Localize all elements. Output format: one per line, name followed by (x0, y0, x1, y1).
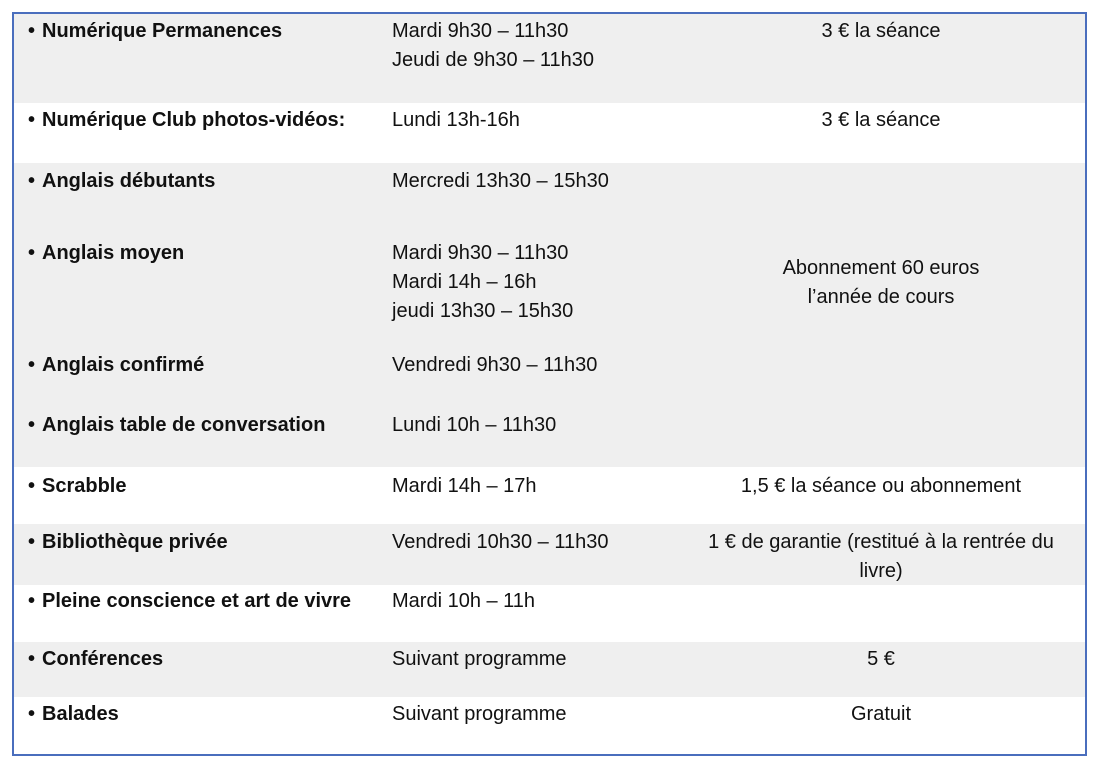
english-price-line: l’année de cours (807, 286, 955, 308)
schedule-line: Mardi 14h – 16h (392, 271, 537, 293)
table-row (14, 14, 1085, 103)
table-row (14, 349, 1085, 409)
table-row (14, 642, 1085, 697)
activity-name: Bibliothèque privée (42, 531, 228, 553)
schedule-line: Mardi 14h – 17h (392, 475, 537, 497)
table-row (14, 524, 1085, 585)
schedule-line: Mardi 9h30 – 11h30 (392, 242, 569, 264)
activity-name: Anglais table de conversation (42, 414, 326, 436)
english-price-line: Abonnement 60 euros (782, 257, 980, 279)
schedule (392, 167, 609, 196)
activity-name: Pleine conscience et art de vivre (42, 590, 352, 612)
schedule (392, 411, 556, 440)
bullet: • (28, 703, 36, 725)
schedule (392, 700, 567, 729)
bullet: • (28, 20, 36, 42)
activity-name: Numérique Permanences (42, 20, 283, 42)
schedule-line: Mercredi 13h30 – 15h30 (392, 170, 609, 192)
table-row (14, 163, 1085, 235)
bullet: • (28, 531, 36, 553)
activity-name: Anglais confirmé (42, 354, 205, 376)
schedule (392, 351, 597, 380)
schedule-line: Lundi 13h-16h (392, 109, 520, 131)
schedule-line: Suivant programme (392, 703, 567, 725)
schedule (392, 239, 573, 326)
schedule-line: Mardi 9h30 – 11h30 (392, 20, 569, 42)
schedule-line: Suivant programme (392, 648, 567, 670)
activity-name: Balades (42, 703, 119, 725)
activity-name: Numérique Club photos-vidéos: (42, 109, 346, 131)
schedule-line: Vendredi 9h30 – 11h30 (392, 354, 598, 376)
schedule-line: Vendredi 10h30 – 11h30 (392, 531, 609, 553)
table-row (14, 103, 1085, 163)
bullet: • (28, 170, 36, 192)
price: Gratuit (850, 703, 912, 725)
schedule (392, 528, 609, 557)
schedule (392, 587, 535, 616)
schedule-line: Jeudi de 9h30 – 11h30 (392, 49, 595, 71)
price: 3 € la séance (821, 20, 941, 42)
schedule (392, 645, 567, 674)
bullet: • (28, 354, 36, 376)
schedule (392, 472, 537, 501)
table-row (14, 409, 1085, 467)
bullet: • (28, 648, 36, 670)
activity-name: Scrabble (42, 475, 127, 497)
activity-name: Anglais moyen (42, 242, 185, 264)
schedule-line: Mardi 10h – 11h (392, 590, 536, 612)
price: 1 € de garantie (restitué à la rentrée du livre) (708, 531, 1054, 582)
price: 3 € la séance (821, 109, 941, 131)
bullet: • (28, 109, 36, 131)
activity-name: Conférences (42, 648, 164, 670)
schedule-line: Lundi 10h – 11h30 (392, 414, 557, 436)
schedule (392, 106, 520, 135)
price: 5 € (867, 648, 895, 670)
table-row (14, 467, 1085, 524)
table-row (14, 585, 1085, 642)
bullet: • (28, 414, 36, 436)
bullet: • (28, 590, 36, 612)
bullet: • (28, 242, 36, 264)
schedule (392, 17, 594, 75)
schedule-line: jeudi 13h30 – 15h30 (392, 300, 574, 322)
activities-table (12, 12, 1087, 756)
bullet: • (28, 475, 36, 497)
table-row (14, 697, 1085, 756)
activity-name: Anglais débutants (42, 170, 216, 192)
english-price (686, 254, 1076, 312)
price: 1,5 € la séance ou abonnement (740, 475, 1022, 497)
